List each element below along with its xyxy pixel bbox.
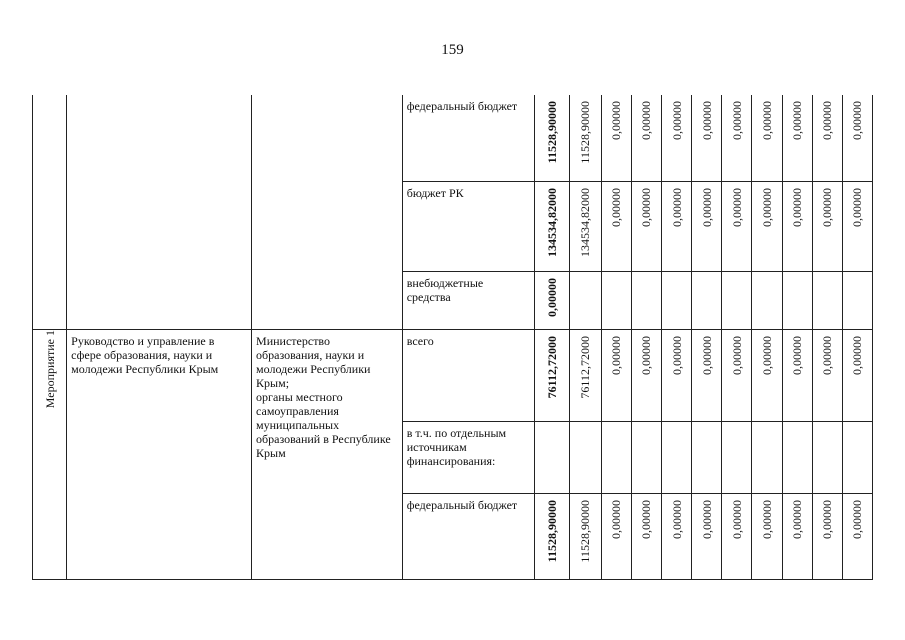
year-amount-cell xyxy=(842,181,872,271)
year-amount-cell xyxy=(782,493,812,579)
year-amount: 0,00000 xyxy=(729,187,744,227)
year-amount-cell xyxy=(601,271,631,329)
col-c-continued xyxy=(252,95,403,329)
col-b-continued xyxy=(67,95,252,329)
year-amount: 0,00000 xyxy=(790,499,805,539)
year-amount-cell xyxy=(601,493,631,579)
year-amount-cell xyxy=(842,271,872,329)
year-amount: 0,00000 xyxy=(639,499,654,539)
year-amount-cell xyxy=(692,181,722,271)
year-amount: 0,00000 xyxy=(759,187,774,227)
year-amount-cell xyxy=(782,271,812,329)
year-amount: 0,00000 xyxy=(820,187,835,227)
funding-source-cell xyxy=(402,271,535,329)
year-amount-cell xyxy=(752,329,782,421)
year-amount-cell xyxy=(631,421,661,493)
year-amount-cell xyxy=(601,329,631,421)
year-amount-cell xyxy=(752,493,782,579)
total-amount-cell xyxy=(535,271,569,329)
funding-source-label: в т.ч. по отдельным источникам финансирования: xyxy=(406,425,507,468)
year-amount: 0,00000 xyxy=(699,499,714,539)
year-amount: 0,00000 xyxy=(729,101,744,140)
table-row xyxy=(33,329,873,421)
year-amount: 11528,90000 xyxy=(578,499,593,563)
year-amount-cell xyxy=(692,95,722,181)
year-amount-cell xyxy=(661,271,691,329)
year-amount-cell xyxy=(722,271,752,329)
year-amount-cell xyxy=(569,181,601,271)
total-amount-cell xyxy=(535,493,569,579)
year-amount-cell xyxy=(569,271,601,329)
year-amount-cell xyxy=(722,493,752,579)
year-amount-cell xyxy=(842,95,872,181)
year-amount-cell xyxy=(722,95,752,181)
year-amount-cell xyxy=(812,421,842,493)
year-amount-cell xyxy=(752,271,782,329)
year-amount-cell xyxy=(812,95,842,181)
year-amount-cell xyxy=(569,493,601,579)
table-row xyxy=(33,95,873,181)
event-label-cell xyxy=(33,329,67,579)
year-amount-cell xyxy=(631,329,661,421)
year-amount-cell xyxy=(782,181,812,271)
year-amount-cell xyxy=(812,329,842,421)
year-amount-cell xyxy=(661,329,691,421)
year-amount: 0,00000 xyxy=(609,101,624,140)
executor-text: Министерство образования, науки и молодежи Республики Крым; органы местного самоуправления муниципальных образований в Республике Крым xyxy=(256,333,391,460)
year-amount-cell xyxy=(812,271,842,329)
total-amount: 76112,72000 xyxy=(544,335,559,398)
year-amount: 0,00000 xyxy=(699,101,714,140)
year-amount: 0,00000 xyxy=(790,101,805,140)
year-amount-cell xyxy=(601,421,631,493)
year-amount-cell xyxy=(782,329,812,421)
event-name: Руководство и управление в сфере образования, науки и молодежи Республики Крым xyxy=(71,333,219,376)
year-amount-cell xyxy=(631,95,661,181)
year-amount-cell xyxy=(752,421,782,493)
year-amount-cell xyxy=(842,421,872,493)
executor-cell xyxy=(252,329,403,579)
year-amount-cell xyxy=(812,181,842,271)
year-amount: 0,00000 xyxy=(609,499,624,539)
year-amount: 0,00000 xyxy=(729,335,744,375)
year-amount-cell xyxy=(661,421,691,493)
funding-source-cell xyxy=(402,95,535,181)
total-amount-cell xyxy=(535,181,569,271)
budget-table xyxy=(32,95,873,580)
funding-source-cell xyxy=(402,421,535,493)
year-amount: 0,00000 xyxy=(639,335,654,375)
year-amount-cell xyxy=(601,181,631,271)
year-amount-cell xyxy=(569,95,601,181)
year-amount: 0,00000 xyxy=(759,499,774,539)
year-amount: 0,00000 xyxy=(850,335,865,375)
year-amount: 0,00000 xyxy=(850,499,865,539)
year-amount-cell xyxy=(782,421,812,493)
event-name-cell xyxy=(67,329,252,579)
year-amount: 0,00000 xyxy=(639,101,654,140)
funding-source-cell xyxy=(402,181,535,271)
year-amount-cell xyxy=(661,181,691,271)
year-amount: 0,00000 xyxy=(820,499,835,539)
year-amount-cell xyxy=(812,493,842,579)
year-amount-cell xyxy=(722,181,752,271)
year-amount-cell xyxy=(752,95,782,181)
funding-source-label: внебюджетные средства xyxy=(406,275,484,304)
total-amount-cell xyxy=(535,329,569,421)
year-amount-cell xyxy=(722,329,752,421)
year-amount: 0,00000 xyxy=(759,101,774,140)
year-amount: 11528,90000 xyxy=(578,101,593,164)
year-amount-cell xyxy=(722,421,752,493)
year-amount-cell xyxy=(692,271,722,329)
year-amount: 0,00000 xyxy=(639,187,654,227)
year-amount: 0,00000 xyxy=(609,187,624,227)
year-amount: 0,00000 xyxy=(699,335,714,375)
year-amount-cell xyxy=(569,329,601,421)
year-amount-cell xyxy=(752,181,782,271)
year-amount-cell xyxy=(569,421,601,493)
funding-source-cell xyxy=(402,329,535,421)
year-amount: 0,00000 xyxy=(669,101,684,140)
year-amount: 0,00000 xyxy=(609,335,624,375)
event-label: Мероприятие 1 xyxy=(42,329,57,408)
funding-source-label: всего xyxy=(406,333,434,348)
funding-source-label: федеральный бюджет xyxy=(406,99,518,113)
total-amount: 11528,90000 xyxy=(544,101,559,164)
year-amount: 0,00000 xyxy=(850,187,865,227)
year-amount-cell xyxy=(782,95,812,181)
year-amount: 0,00000 xyxy=(699,187,714,227)
year-amount: 0,00000 xyxy=(850,101,865,140)
year-amount: 0,00000 xyxy=(729,499,744,539)
funding-source-label: федеральный бюджет xyxy=(406,497,518,512)
year-amount-cell xyxy=(631,493,661,579)
year-amount-cell xyxy=(842,493,872,579)
col-a-continued xyxy=(33,95,67,329)
year-amount: 0,00000 xyxy=(820,335,835,375)
funding-source-cell xyxy=(402,493,535,579)
year-amount-cell xyxy=(601,95,631,181)
total-amount-cell xyxy=(535,421,569,493)
year-amount-cell xyxy=(692,329,722,421)
total-amount: 11528,90000 xyxy=(544,499,559,562)
year-amount: 76112,72000 xyxy=(578,335,593,399)
total-amount-cell xyxy=(535,95,569,181)
year-amount-cell xyxy=(631,181,661,271)
year-amount: 134534,82000 xyxy=(578,187,593,257)
year-amount: 0,00000 xyxy=(820,101,835,140)
year-amount-cell xyxy=(842,329,872,421)
total-amount: 134534,82000 xyxy=(544,187,559,257)
year-amount: 0,00000 xyxy=(790,187,805,227)
page-number: 159 xyxy=(441,42,464,58)
year-amount-cell xyxy=(692,421,722,493)
year-amount: 0,00000 xyxy=(669,499,684,539)
year-amount: 0,00000 xyxy=(790,335,805,375)
total-amount: 0,00000 xyxy=(544,277,559,317)
year-amount: 0,00000 xyxy=(669,187,684,227)
year-amount-cell xyxy=(661,493,691,579)
year-amount: 0,00000 xyxy=(669,335,684,375)
year-amount-cell xyxy=(661,95,691,181)
funding-source-label: бюджет РК xyxy=(406,185,464,200)
year-amount-cell xyxy=(692,493,722,579)
year-amount-cell xyxy=(631,271,661,329)
year-amount: 0,00000 xyxy=(759,335,774,375)
